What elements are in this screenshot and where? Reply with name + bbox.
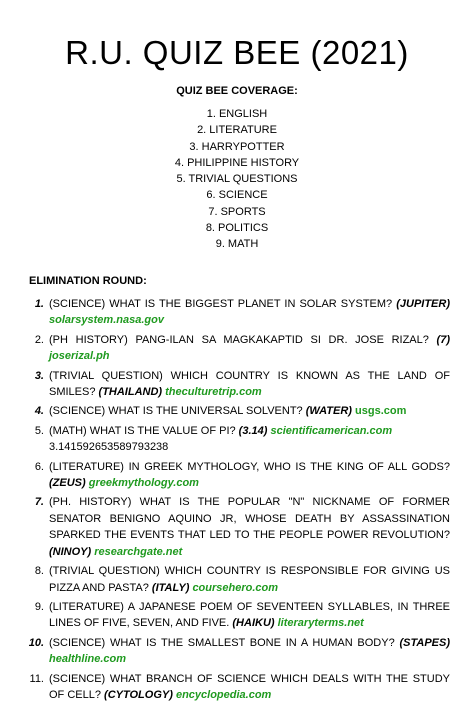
question-text: (SCIENCE) WHAT IS THE UNIVERSAL SOLVENT? xyxy=(49,405,306,418)
source-link[interactable]: encyclopedia.com xyxy=(175,688,272,701)
question-answer: (JUPITER) xyxy=(396,298,450,310)
page-title: R.U. QUIZ BEE (2021) xyxy=(65,34,409,71)
question-text: (SCIENCE) WHAT BRANCH OF SCIENCE WHICH DEALS WITH THE STUDY OF CELL? xyxy=(49,672,450,701)
coverage-item: 8. POLITICS xyxy=(205,222,269,235)
question-text: (TRIVIAL QUESTION) WHICH COUNTRY IS KNOWN AS THE LAND OF SMILES? xyxy=(49,369,450,399)
question-item xyxy=(24,563,450,596)
question-item xyxy=(24,368,450,401)
coverage-heading: QUIZ BEE COVERAGE: xyxy=(176,85,298,97)
coverage-item: 9. MATH xyxy=(215,238,259,251)
question-text: (LITERATURE) A JAPANESE POEM OF SEVENTEEN SYLLABLES, IN THREE LINES OF FIVE, SEVEN, AND FIVE. xyxy=(49,600,450,630)
question-text: (PH HISTORY) PANG-ILAN SA MAGKAKAPTID SI DR. JOSE RIZAL? xyxy=(49,333,437,346)
coverage-item: 5. TRIVIAL QUESTIONS xyxy=(176,173,298,186)
question-item xyxy=(24,332,450,365)
question-answer: (ZEUS) xyxy=(49,477,86,490)
pi-value-note: 3.141592653589793238 xyxy=(49,441,169,454)
source-link[interactable]: coursehero.com xyxy=(192,581,279,594)
question-item xyxy=(24,423,450,456)
question-number: 5. xyxy=(34,424,44,437)
source-link[interactable]: solarsystem.nasa.gov xyxy=(49,314,164,327)
question-text: (SCIENCE) WHAT IS THE SMALLEST BONE IN A HUMAN BODY? xyxy=(49,636,400,649)
question-answer: (STAPES) xyxy=(399,636,450,649)
coverage-list xyxy=(0,106,474,253)
question-answer: (HAIKU) xyxy=(232,617,275,630)
question-text: (LITERATURE) IN GREEK MYTHOLOGY, WHO IS THE KING OF ALL GODS? xyxy=(49,460,450,473)
source-link[interactable]: healthline.com xyxy=(49,653,127,666)
source-link[interactable]: theculturetrip.com xyxy=(165,386,262,399)
question-number: 3. xyxy=(34,369,44,382)
question-answer: (7) xyxy=(436,333,450,346)
source-link[interactable]: greekmythology.com xyxy=(88,477,199,490)
elimination-heading: ELIMINATION ROUND: xyxy=(29,275,147,287)
question-answer: (THAILAND) xyxy=(98,386,163,399)
coverage-item: 1. ENGLISH xyxy=(206,108,268,120)
question-item xyxy=(24,599,450,632)
question-item xyxy=(24,671,450,704)
question-text: (SCIENCE) WHAT IS THE BIGGEST PLANET IN SOLAR SYSTEM? xyxy=(49,298,397,310)
question-item xyxy=(24,494,450,560)
question-item xyxy=(24,635,450,668)
question-answer: (CYTOLOGY) xyxy=(104,688,173,701)
question-item xyxy=(24,459,450,492)
coverage-item: 3. HARRYPOTTER xyxy=(189,140,285,153)
source-link[interactable]: scientificamerican.com xyxy=(270,424,393,437)
question-list xyxy=(24,296,450,706)
coverage-item: 6. SCIENCE xyxy=(206,189,268,202)
question-number: 2. xyxy=(34,333,44,346)
question-number: 8. xyxy=(34,565,44,578)
question-answer: (NINOY) xyxy=(49,545,92,558)
question-item xyxy=(24,403,450,419)
question-answer: (3.14) xyxy=(238,424,268,437)
coverage-item: 4. PHILIPPINE HISTORY xyxy=(174,156,300,169)
question-number: 1. xyxy=(34,298,44,310)
question-answer: (ITALY) xyxy=(151,581,190,594)
question-number: 6. xyxy=(34,460,44,473)
source-link[interactable]: researchgate.net xyxy=(94,545,183,558)
coverage-item: 2. LITERATURE xyxy=(197,124,277,137)
source-link[interactable]: literaryterms.net xyxy=(277,617,364,630)
question-text: (TRIVIAL QUESTION) WHICH COUNTRY IS RESPONSIBLE FOR GIVING US PIZZA AND PASTA? xyxy=(49,565,450,594)
question-number: 10. xyxy=(28,636,44,649)
question-number: 4. xyxy=(34,405,44,418)
question-number: 7. xyxy=(34,496,44,509)
question-number: 9. xyxy=(34,600,44,613)
question-item xyxy=(24,296,450,329)
source-link[interactable]: usgs.com xyxy=(355,405,407,418)
question-number: 11. xyxy=(29,672,44,685)
question-answer: (WATER) xyxy=(305,405,352,418)
question-text: (MATH) WHAT IS THE VALUE OF PI? xyxy=(49,424,239,437)
question-text: (PH. HISTORY) WHAT IS THE POPULAR "N" NICKNAME OF FORMER SENATOR BENIGNO AQUINO JR, WHOSE DEATH BY ASSASSINATION SPARKED THE EVENTS THAT LED TO THE PEOPLE POWER REVOLUTION? xyxy=(49,496,450,542)
source-link[interactable]: joserizal.ph xyxy=(49,350,110,363)
coverage-item: 7. SPORTS xyxy=(208,205,266,218)
